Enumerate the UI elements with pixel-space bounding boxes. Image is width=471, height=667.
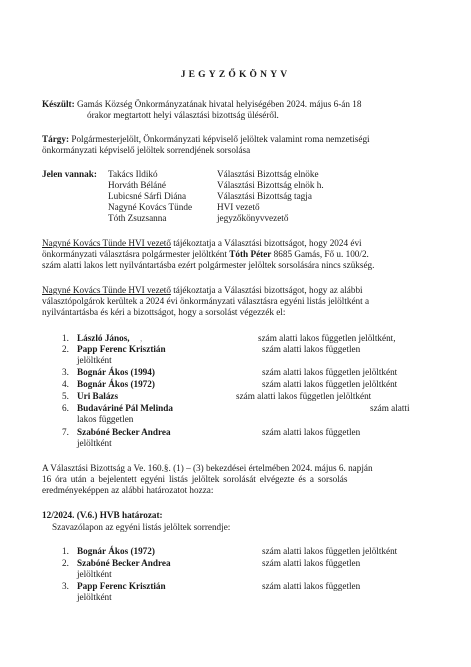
present-name-4: Nagyné Kovács Tünde bbox=[108, 202, 193, 212]
candidate-6-num: 6. bbox=[62, 403, 69, 413]
para2-line3: nyilvántartásba és kéri a bizottságot, hogy a sorsolást végezzék el: bbox=[42, 307, 286, 317]
candidate-7-cont: jelöltként bbox=[77, 438, 112, 448]
candidate-2-cont: jelöltként bbox=[77, 355, 112, 365]
candidate-7-num: 7. bbox=[62, 427, 69, 437]
keszult-text-1: Gamás Község Önkormányzatának hivatal helyiségében 2024. május 6-án 18 bbox=[76, 99, 362, 109]
candidate-6-tail: szám alatti bbox=[370, 403, 410, 413]
decision-3-tail: szám alatti lakos független bbox=[262, 581, 361, 591]
candidate-4-name: Bognár Ákos (1972) bbox=[77, 379, 155, 389]
document-title: JEGYZŐKÖNYV bbox=[180, 70, 291, 80]
decision-heading: 12/2024. (V.6.) HVB határozat: bbox=[42, 510, 163, 520]
candidate-2-tail: szám alatti lakos független bbox=[262, 344, 361, 354]
candidate-5-name: Uri Balázs bbox=[77, 391, 119, 401]
candidate-1-num: 1. bbox=[62, 333, 69, 343]
candidate-7-name: Szabóné Becker Andrea bbox=[77, 427, 171, 437]
targy-label: Tárgy: bbox=[42, 134, 70, 144]
decision-2-name: Szabóné Becker Andrea bbox=[77, 558, 171, 568]
candidate-5-num: 5. bbox=[62, 391, 69, 401]
candidate-6-name: Budaváriné Pál Melinda bbox=[77, 403, 173, 413]
present-name-5: Tóth Zsuzsanna bbox=[108, 213, 167, 223]
present-role-5: jegyzőkönyvvezető bbox=[217, 213, 289, 223]
candidate-4-num: 4. bbox=[62, 379, 69, 389]
para3-line3: eredményeképpen az alábbi határozatot hozza: bbox=[42, 485, 214, 495]
keszult-text-2: órakor megtartott helyi választási bizottság üléséről. bbox=[87, 110, 279, 120]
candidate-6-cont: lakos független bbox=[77, 414, 134, 424]
present-name-3: Lubicsné Sárfi Diána bbox=[108, 191, 187, 201]
present-role-3: Választási Bizottság tagja bbox=[217, 191, 312, 201]
decision-3-name: Papp Ferenc Krisztián bbox=[77, 581, 166, 591]
para1-lead: Nagyné Kovács Tünde HVI vezető bbox=[42, 238, 171, 248]
targy-text-2: önkormányzati képviselő jelöltek sorrendjének sorsolása bbox=[42, 145, 251, 155]
candidate-1-tail: szám alatti lakos független jelöltként, bbox=[258, 333, 396, 343]
present-role-4: HVI vezető bbox=[217, 202, 260, 212]
decision-1-name: Bognár Ákos (1972) bbox=[77, 546, 155, 556]
candidate-3-tail: szám alatti lakos független jelöltként bbox=[262, 367, 398, 377]
targy-line1 bbox=[42, 134, 370, 145]
decision-2-cont: jelöltként bbox=[77, 569, 112, 579]
targy-text-1: Polgármesterjelölt, Önkormányzati képviselő jelöltek valamint roma nemzetiségi bbox=[71, 134, 370, 144]
candidate-1-name: László János, bbox=[77, 333, 130, 343]
candidate-3-num: 3. bbox=[62, 367, 69, 377]
present-role-2: Választási Bizottság elnök h. bbox=[217, 180, 324, 190]
decision-2-num: 2. bbox=[62, 558, 69, 568]
decision-1-num: 1. bbox=[62, 546, 69, 556]
candidate-7-tail: szám alatti lakos független bbox=[262, 427, 361, 437]
candidate-4-tail: szám alatti lakos független jelöltként bbox=[262, 379, 398, 389]
para1-line2 bbox=[42, 249, 369, 260]
keszult-label: Készült: bbox=[42, 99, 75, 109]
para1-line1-rest: tájékoztatja a Választási bizottságot, hogy 2024 évi bbox=[170, 238, 362, 248]
decision-1-tail: szám alatti lakos független jelöltként bbox=[262, 546, 398, 556]
para1-line3: szám alatti lakos lett nyilvántartásba ezért polgármester jelöltek sorsolására nincs szükség. bbox=[42, 260, 375, 270]
para2-line1-rest: tájékoztatja a Választási bizottságot, hogy az alábbi bbox=[170, 285, 363, 295]
present-name-2: Horváth Béláné bbox=[108, 180, 166, 190]
candidate-2-num: 2. bbox=[62, 344, 69, 354]
candidate-5-tail: szám alatti lakos független jelöltként bbox=[236, 391, 372, 401]
present-name-1: Takács Ildikó bbox=[108, 169, 158, 179]
para1-line1 bbox=[42, 238, 362, 249]
para2-line2: választópolgárok kerültek a 2024 évi önkormányzati választásra egyéni listás jelöltként a bbox=[42, 296, 370, 306]
para1-candidate: Tóth Péter bbox=[229, 249, 272, 259]
para3-line2: 16 óra után a bejelentett egyéni listás jelöltek sorolását elvégezte és a sorsolás bbox=[42, 474, 348, 484]
candidate-2-name: Papp Ferenc Krisztián bbox=[77, 344, 166, 354]
present-label: Jelen vannak: bbox=[42, 169, 97, 179]
candidate-3-name: Bognár Ákos (1994) bbox=[77, 367, 155, 377]
redacted-address: , bbox=[140, 333, 143, 343]
decision-intro: Szavazólapon az egyéni listás jelöltek sorrendje: bbox=[52, 522, 231, 532]
para1-line2-pre: önkormányzati választásra polgármester jelöltként bbox=[42, 249, 230, 259]
keszult-line1 bbox=[42, 99, 361, 110]
decision-3-cont: jelöltként bbox=[77, 592, 112, 602]
para3-line1: A Választási Bizottság a Ve. 160.§. (1) – (3) bekezdései értelmében 2024. május 6. napján bbox=[42, 463, 373, 473]
para2-line1 bbox=[42, 285, 363, 296]
para2-lead: Nagyné Kovács Tünde HVI vezető bbox=[42, 285, 171, 295]
present-role-1: Választási Bizottság elnöke bbox=[217, 169, 319, 179]
para1-line2-post: 8685 Gamás, Fő u. 100/2. bbox=[271, 249, 369, 259]
decision-2-tail: szám alatti lakos független bbox=[262, 558, 361, 568]
decision-3-num: 3. bbox=[62, 581, 69, 591]
